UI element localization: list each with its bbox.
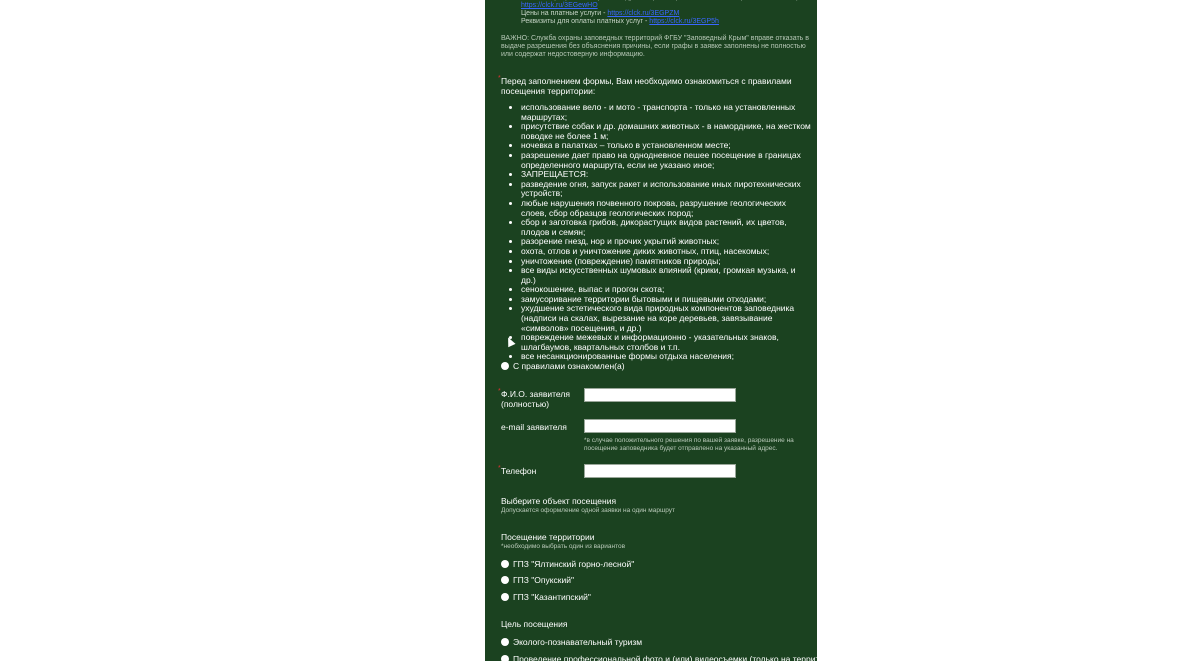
rules-list <box>521 103 811 362</box>
radio-button[interactable] <box>501 576 509 584</box>
list-item: • использование вело - и мото - транспорта - только на установленных маршрутах; <box>521 103 811 122</box>
territory-option-yalta[interactable]: ГПЗ "Ялтинский горно-лесной" <box>501 559 634 569</box>
list-item: • замусоривание территории бытовыми и пищевыми отходами; <box>521 295 811 305</box>
email-label: e-mail заявителя <box>501 422 567 432</box>
top-info-line1 <box>521 0 811 10</box>
email-hint: *в случае положительного решения по вашей заявке, разрешение на посещение заповедника будет отправлено на указанный адрес. <box>584 437 794 452</box>
purpose-option-eco[interactable]: Эколого-познавательный туризм <box>501 637 642 647</box>
required-mark: * <box>498 388 501 395</box>
requisites-link[interactable]: https://clck.ru/3EGP5h <box>649 18 719 25</box>
object-section-subtitle: Допускается оформление одной заявки на один маршрут <box>501 507 675 514</box>
name-label: * Ф.И.О. заявителя (полностью) <box>498 388 570 409</box>
list-item: • разведение огня, запуск ракет и использование иных пиротехнических устройств; <box>521 180 811 199</box>
list-item: • разорение гнезд, нор и прочих укрытий животных; <box>521 237 811 247</box>
list-item: • все виды искусственных шумовых влияний (крики, громкая музыка, и др.) <box>521 266 811 285</box>
agree-label: С правилами ознакомлен(а) <box>513 361 625 371</box>
form-panel <box>485 0 839 664</box>
list-item: • повреждение межевых и информационно - указательных знаков, шлагбаумов, квартальных столбов и т.п. <box>521 333 811 352</box>
phone-label: * Телефон <box>498 465 537 476</box>
purpose-option-photo[interactable]: Проведение профессиональной фото и (или) видеосъемки (только на территории <box>501 654 838 664</box>
radio-button[interactable] <box>501 593 509 601</box>
radio-button[interactable] <box>501 638 509 646</box>
radio-button[interactable] <box>501 560 509 568</box>
territory-section-subtitle: *необходимо выбрать один из вариантов <box>501 543 626 550</box>
required-mark: * <box>498 465 501 472</box>
list-item: • ухудшение эстетического вида природных компонентов заповедника (надписи на скалах, вырезание на коре деревьев, завязывание «символов» посещения, и др.) <box>521 304 811 333</box>
map-link[interactable]: https://clck.ru/3EGewHO <box>521 2 598 9</box>
top-info-line2: Цены на платные услуги - https://clck.ru/3EGPZM <box>521 10 680 17</box>
list-item: • ЗАПРЕЩАЕТСЯ: <box>521 170 811 180</box>
name-input[interactable] <box>584 388 736 402</box>
top-info <box>521 0 811 26</box>
purpose-section-title: Цель посещения <box>501 619 568 629</box>
agree-radio[interactable] <box>501 362 509 370</box>
list-item: • разрешение дает право на однодневное пешее посещение в границах определенного маршрута, если не указано иное; <box>521 151 811 170</box>
list-item: • присутствие собак и др. домашних животных - в наморднике, на жестком поводке не более 1 м; <box>521 122 811 141</box>
list-item: • ночевка в палатках – только в установленном месте; <box>521 141 811 151</box>
agree-radio-row[interactable] <box>501 361 625 371</box>
territory-option-opuk[interactable]: ГПЗ "Опукский" <box>501 575 574 585</box>
list-item: • охота, отлов и уничтожение диких животных, птиц, насекомых; <box>521 247 811 257</box>
object-section-title: Выберите объект посещения <box>501 496 617 506</box>
email-input[interactable] <box>584 419 736 433</box>
rules-intro: * Перед заполнением формы, Вам необходимо ознакомиться с правилами посещения территории: <box>498 75 792 96</box>
territory-option-kazantip[interactable]: ГПЗ "Казантипский" <box>501 592 591 602</box>
radio-button[interactable] <box>501 655 509 663</box>
prices-link[interactable]: https://clck.ru/3EGPZM <box>607 10 680 17</box>
list-item: • любые нарушения почвенного покрова, разрушение геологических слоев, сбор образцов геологических пород; <box>521 199 811 218</box>
top-info-line3: Реквизиты для оплаты платных услуг - https://clck.ru/3EGP5h <box>521 18 719 25</box>
phone-input[interactable] <box>584 464 736 478</box>
list-item: • уничтожение (повреждение) памятников природы; <box>521 257 811 267</box>
required-mark: * <box>498 75 501 82</box>
important-notice: ВАЖНО: Служба охраны заповедных территорий ФГБУ "Заповедный Крым" вправе отказать в выдаче разрешения без объяснения причины, если графы в заявке заполнены не полностью или содержат недостоверную информацию. <box>501 35 809 58</box>
list-item: • сбор и заготовка грибов, дикорастущих видов растений, их цветов, плодов и семян; <box>521 218 811 237</box>
territory-section-title: Посещение территории <box>501 532 595 542</box>
list-item: • все несанкционированные формы отдыха населения; <box>521 352 811 362</box>
list-item: • сенокошение, выпас и прогон скота; <box>521 285 811 295</box>
